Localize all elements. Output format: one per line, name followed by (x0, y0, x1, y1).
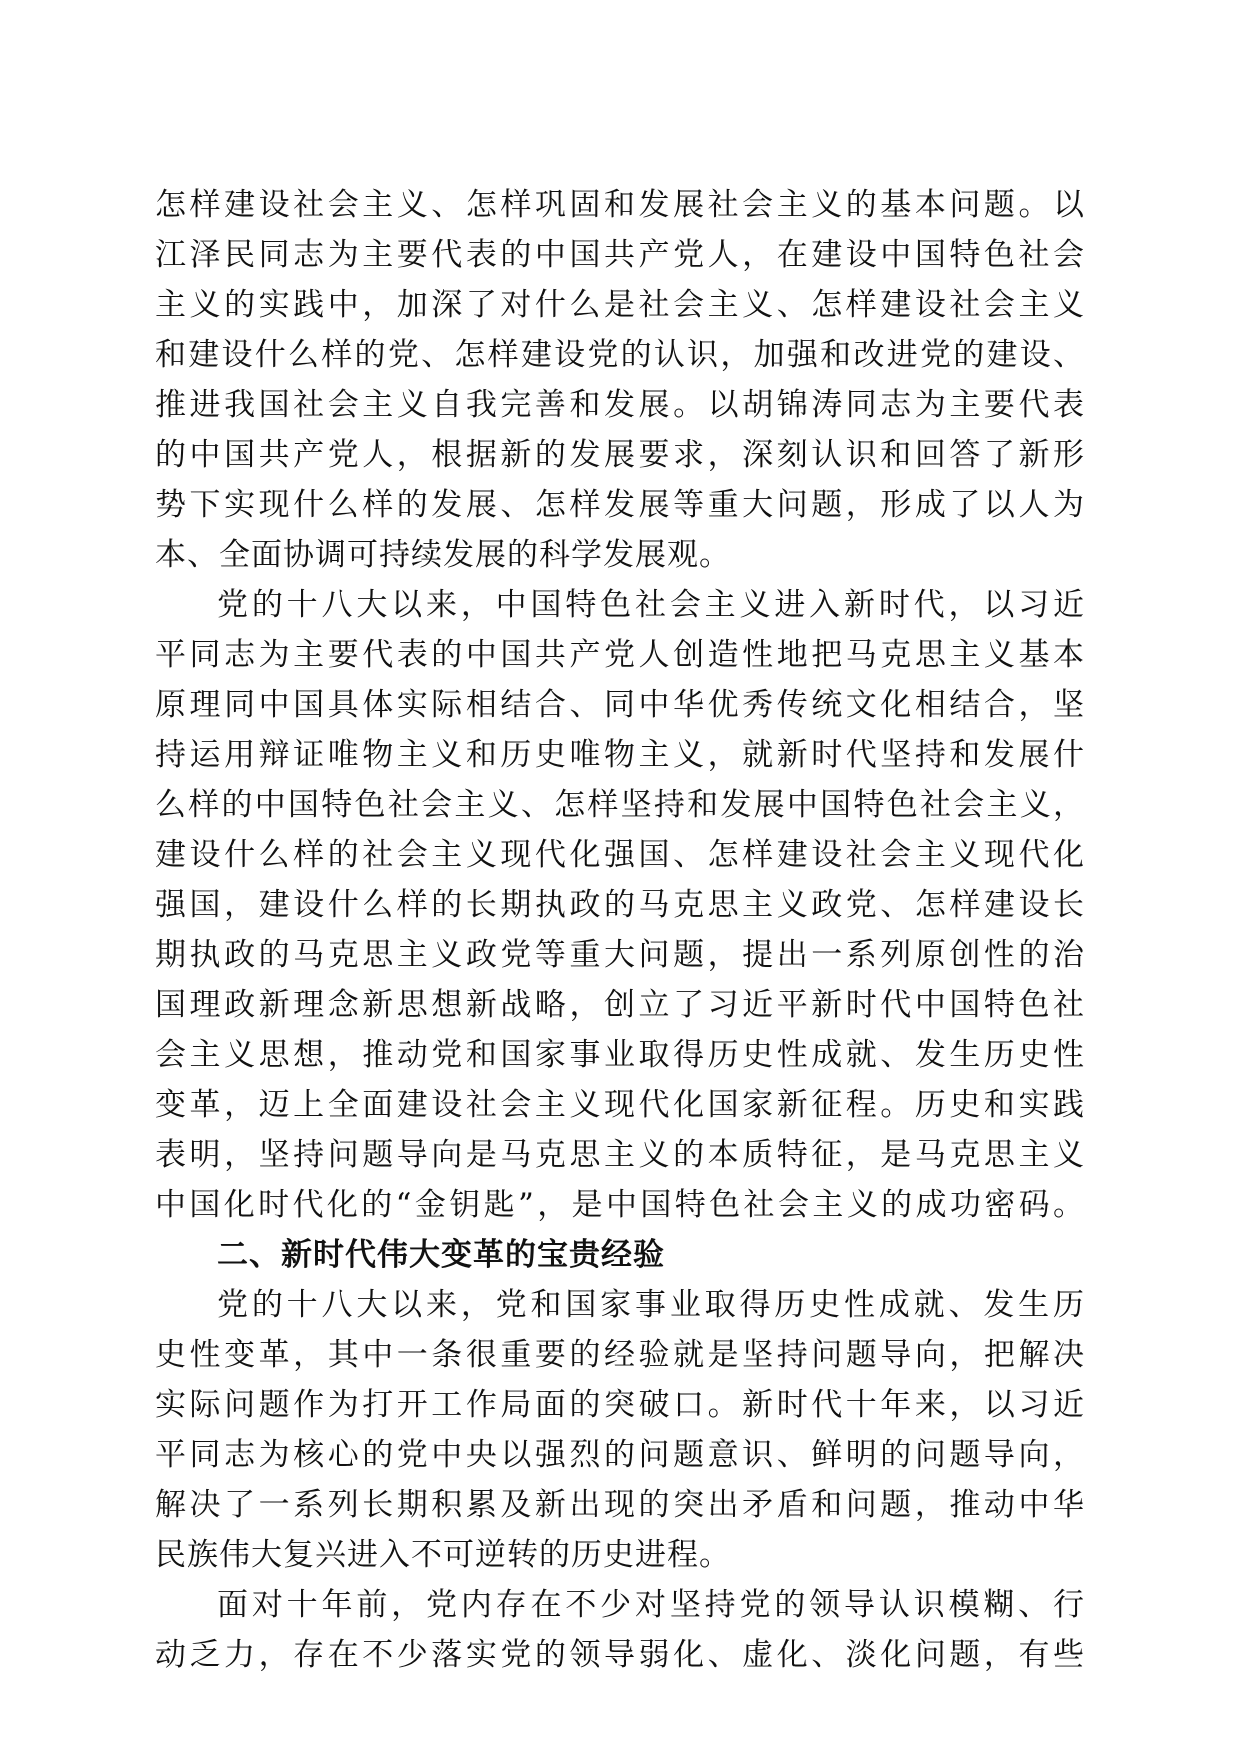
paragraph-3 (155, 1280, 1085, 1580)
text-line: 史性变革，其中一条很重要的经验就是坚持问题导向，把解决 (155, 1337, 1085, 1373)
section-heading: 二、新时代伟大变革的宝贵经验 (217, 1237, 665, 1273)
text-line: 党的十八大以来，中国特色社会主义进入新时代，以习近 (217, 587, 1085, 623)
text-line: 江泽民同志为主要代表的中国共产党人，在建设中国特色社会 (155, 237, 1085, 273)
text-line: 原理同中国具体实际相结合、同中华优秀传统文化相结合，坚 (155, 687, 1085, 723)
text-line: 和建设什么样的党、怎样建设党的认识，加强和改进党的建设、 (155, 337, 1085, 373)
text-line: 表明，坚持问题导向是马克思主义的本质特征，是马克思主义 (155, 1137, 1085, 1173)
document-body (155, 180, 1085, 1680)
text-line: 势下实现什么样的发展、怎样发展等重大问题，形成了以人为 (155, 487, 1085, 523)
text-line: 平同志为核心的党中央以强烈的问题意识、鲜明的问题导向， (155, 1437, 1085, 1473)
text-line: 推进我国社会主义自我完善和发展。以胡锦涛同志为主要代表 (155, 387, 1085, 423)
text-line: 强国，建设什么样的长期执政的马克思主义政党、怎样建设长 (155, 887, 1085, 923)
text-line: 面对十年前，党内存在不少对坚持党的领导认识模糊、行 (217, 1587, 1085, 1623)
text-line: 会主义思想，推动党和国家事业取得历史性成就、发生历史性 (155, 1037, 1085, 1073)
text-line: 期执政的马克思主义政党等重大问题，提出一系列原创性的治 (155, 937, 1085, 973)
text-line: 的中国共产党人，根据新的发展要求，深刻认识和回答了新形 (155, 437, 1085, 473)
text-line: 么样的中国特色社会主义、怎样坚持和发展中国特色社会主义， (155, 787, 1085, 823)
text-line: 解决了一系列长期积累及新出现的突出矛盾和问题，推动中华 (155, 1487, 1085, 1523)
text-line: 怎样建设社会主义、怎样巩固和发展社会主义的基本问题。以 (155, 187, 1085, 223)
text-line: 变革，迈上全面建设社会主义现代化国家新征程。历史和实践 (155, 1087, 1085, 1123)
text-line: 国理政新理念新思想新战略，创立了习近平新时代中国特色社 (155, 987, 1085, 1023)
text-line: 实际问题作为打开工作局面的突破口。新时代十年来，以习近 (155, 1387, 1085, 1423)
paragraph-1 (155, 180, 1085, 580)
text-line: 中国化时代化的“金钥匙”，是中国特色社会主义的成功密码。 (155, 1187, 1085, 1223)
text-line: 建设什么样的社会主义现代化强国、怎样建设社会主义现代化 (155, 837, 1085, 873)
text-line: 平同志为主要代表的中国共产党人创造性地把马克思主义基本 (155, 637, 1085, 673)
paragraph-2 (155, 580, 1085, 1230)
text-line: 民族伟大复兴进入不可逆转的历史进程。 (155, 1537, 731, 1573)
text-line: 主义的实践中，加深了对什么是社会主义、怎样建设社会主义 (155, 287, 1085, 323)
text-line: 持运用辩证唯物主义和历史唯物主义，就新时代坚持和发展什 (155, 737, 1085, 773)
text-line: 党的十八大以来，党和国家事业取得历史性成就、发生历 (217, 1287, 1085, 1323)
paragraph-4 (155, 1580, 1085, 1680)
text-line: 动乏力，存在不少落实党的领导弱化、虚化、淡化问题，有些 (155, 1637, 1085, 1673)
text-line: 本、全面协调可持续发展的科学发展观。 (155, 537, 731, 573)
